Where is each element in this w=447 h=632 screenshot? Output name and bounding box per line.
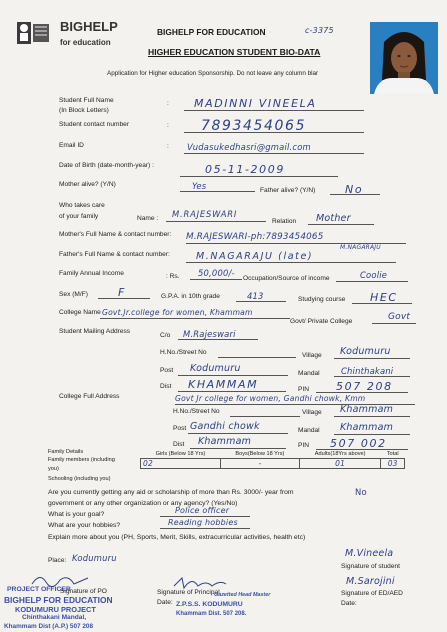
label-who-cares-1: Who takes care — [59, 202, 105, 209]
label-college-address: College Full Address — [59, 393, 120, 400]
value-college-pin: 507 002 — [330, 437, 387, 450]
value-village: Kodumuru — [340, 346, 391, 357]
line-contact — [184, 132, 364, 133]
value-email: Vudasukedhasri@gmail.com — [187, 142, 311, 152]
line-income — [190, 279, 242, 280]
portrait-image — [370, 22, 438, 94]
line-father-alive — [330, 194, 380, 195]
stamp-po-line-4: Chinthakani Mandal, — [22, 614, 87, 621]
line-hno — [218, 357, 296, 358]
line-mandal — [334, 376, 410, 377]
value-college-village: Khammam — [340, 404, 394, 415]
header-boys: Boys(Below 18 Yrs) — [235, 451, 285, 457]
cell-girls: 02 — [141, 459, 221, 469]
value-student-name: MADINNI VINEELA — [194, 97, 317, 110]
value-mandal: Chinthakani — [341, 366, 394, 376]
line-student-name — [184, 110, 364, 111]
value-college-name: Govt.Jr.college for women, Khammam — [102, 308, 253, 317]
label-income: Family Annual Income — [59, 270, 124, 277]
stamp-hm-line-2: Z.P.S.S. KODUMURU — [176, 601, 243, 608]
line-relation — [308, 224, 374, 225]
label-date-principal: Date: — [157, 599, 173, 606]
value-hobbies: Reading hobbies — [168, 518, 238, 527]
label-college-pin: PIN — [298, 442, 309, 449]
page-title: HIGHER EDUCATION STUDENT BIO-DATA — [148, 47, 321, 57]
header-total: Total — [386, 451, 399, 457]
label-dob: Date of Birth (date-month-year) : — [59, 162, 154, 169]
label-contact: Student contact number — [59, 121, 130, 128]
value-mother: M.RAJESWARI-ph:7893454065 — [186, 232, 324, 242]
line-dob — [180, 176, 338, 177]
logo-icon — [14, 18, 54, 48]
cell-total: 03 — [381, 459, 405, 469]
stamp-po-line-3: KODUMURU PROJECT — [15, 605, 96, 614]
label-explain: Explain more about you (PH, Sports, Merit, Skills, extracurricular activities, health etc) — [48, 534, 306, 541]
value-pin: 507 208 — [336, 380, 393, 393]
line-mother-alive — [180, 191, 255, 192]
label-aid-question-1: Are you currently getting any aid or scholarship of more than Rs. 3000/- year from — [48, 489, 294, 496]
value-dob: 05-11-2009 — [205, 163, 285, 176]
label-college-mandal: Mandal — [298, 427, 320, 434]
label-place: Place: — [48, 557, 67, 564]
value-course: HEC — [370, 291, 398, 304]
value-father-alive: No — [345, 183, 364, 196]
label-mother: Mother's Full Name & contact number: — [59, 231, 172, 238]
label-village: Village — [302, 352, 322, 359]
line-pin — [316, 392, 408, 393]
stamp-po-line-1: PROJECT OFFICER — [7, 586, 71, 593]
label-hobbies: What are your hobbies? — [48, 522, 121, 529]
line-email — [184, 153, 364, 154]
student-signature: M.Vineela — [345, 548, 394, 559]
line-college-post — [188, 433, 288, 434]
value-father: M.NAGARAJU (late) — [196, 251, 314, 262]
colon: : — [167, 100, 169, 107]
label-dist: Dist — [160, 383, 172, 390]
label-college-post: Post — [173, 425, 187, 432]
line-gpa — [236, 301, 286, 302]
colon: : — [167, 143, 169, 150]
family-table — [140, 450, 405, 469]
value-college-mandal: Khammam — [340, 422, 394, 433]
line-college-name — [100, 318, 290, 319]
label-family-members: Family members (including — [48, 457, 115, 463]
line-post — [178, 375, 288, 376]
stamp-hm-line-1: Gazetted Head Master — [214, 592, 271, 598]
value-sex: F — [118, 286, 126, 299]
line-occupation — [336, 281, 408, 282]
value-contact: 7893454065 — [201, 118, 307, 134]
label-rs: : Rs. — [166, 273, 180, 280]
line-sex — [98, 298, 150, 299]
label-father: Father's Full Name & contact number: — [59, 251, 170, 258]
line-co — [178, 339, 258, 340]
value-gpa: 413 — [247, 291, 264, 301]
line-goal — [160, 516, 250, 517]
value-place: Kodumuru — [72, 553, 117, 563]
line-course — [352, 303, 412, 304]
label-hno: H.No./Street No — [160, 349, 207, 356]
label-signature-ed: Signature of ED/AED — [341, 590, 403, 597]
stamp-hm-line-3: Khammam Dist. 507 208. — [176, 611, 247, 617]
value-income: 50,000/- — [198, 268, 235, 278]
value-father-top: M.NAGARAJU — [340, 244, 381, 251]
label-mandal: Mandal — [298, 370, 320, 377]
line-hobbies — [160, 528, 250, 529]
label-college-village: Village — [302, 409, 322, 416]
instruction-text: Application for Higher education Sponsorship. Do not leave any column blar — [107, 70, 319, 77]
value-college-address: Govt Jr college for women, Gandhi chowk, Kmm — [175, 394, 366, 403]
ed-signature: M.Sarojini — [346, 576, 395, 587]
line-college-village — [334, 416, 410, 417]
header-adults: Adults(18Yrs above) — [314, 451, 366, 457]
table-header-row — [141, 450, 405, 459]
label-you: you) — [48, 466, 59, 472]
line-father — [186, 262, 396, 263]
colon: : — [167, 122, 169, 129]
value-relation: Mother — [316, 213, 351, 224]
label-schooling: Schooling (including you) — [48, 476, 111, 482]
reference-number: c-3375 — [305, 26, 334, 35]
label-family-details: Family Details — [48, 449, 84, 455]
label-mother-alive: Mother alive? (Y/N) — [59, 181, 116, 188]
value-college-dist: Khammam — [198, 436, 252, 447]
header-girls: Girls (Below 18 Yrs) — [155, 451, 206, 457]
cell-adults: 01 — [299, 459, 380, 469]
table-row — [141, 459, 405, 469]
value-aid: No — [355, 487, 367, 497]
line-college-hno — [230, 416, 300, 417]
value-govt-private: Govt — [388, 312, 411, 322]
line-college-mandal — [334, 434, 410, 435]
label-relation: Relation — [272, 218, 297, 225]
stamp-po-line-5: Khammam Dist (A.P.) 507 208 — [4, 623, 94, 630]
label-course: Studying course — [298, 296, 346, 303]
line-guardian — [166, 221, 266, 222]
cell-boys: - — [220, 459, 299, 469]
line-govt-private — [372, 323, 416, 324]
label-govt-private: Govt/ Private College — [290, 318, 353, 325]
org-name: BIGHELP — [60, 19, 118, 34]
label-guardian-name: Name : — [137, 215, 159, 222]
label-college-dist: Dist — [173, 441, 185, 448]
label-pin: PIN — [298, 386, 309, 393]
label-goal: What is your goal? — [48, 511, 105, 518]
value-guardian: M.RAJESWARI — [172, 209, 238, 219]
label-aid-question-2: government or any other organization or any agency? (Yes/No) — [48, 500, 238, 507]
line-dist — [178, 391, 286, 392]
value-goal: Police officer — [175, 506, 230, 515]
label-post: Post — [160, 367, 174, 374]
label-co: C/o — [160, 332, 171, 339]
value-dist: KHAMMAM — [188, 378, 259, 391]
label-sex: Sex (M/F) — [59, 291, 88, 298]
stamp-po-line-2: BIGHELP FOR EDUCATION — [4, 595, 113, 605]
student-photo — [370, 22, 438, 94]
value-occupation: Coolie — [360, 270, 388, 280]
org-sub: for education — [60, 38, 111, 47]
label-occupation: Occupation/Source of income — [243, 275, 330, 282]
logo — [14, 18, 54, 48]
label-mailing: Student Mailing Address — [59, 328, 131, 335]
value-post: Kodumuru — [190, 363, 241, 374]
label-college-name: College Name — [59, 309, 101, 316]
value-college-post: Gandhi chowk — [190, 421, 260, 432]
line-college-dist — [190, 448, 286, 449]
label-who-cares-2: of your family — [59, 213, 99, 220]
label-block-letters: (In Block Letters) — [59, 107, 109, 114]
label-signature-principal: Signature of Principal — [157, 589, 220, 596]
line-village — [334, 358, 410, 359]
label-college-hno: H.No./Street No — [173, 408, 220, 415]
label-signature-po: Signature of PO — [60, 588, 107, 595]
label-email: Email ID — [59, 142, 84, 149]
header-org-line: BIGHELP FOR EDUCATION — [157, 27, 266, 37]
label-signature-student: Signature of student — [341, 563, 401, 570]
label-student-name: Student Full Name — [59, 97, 114, 104]
value-mother-alive: Yes — [192, 181, 207, 191]
label-father-alive: Father alive? (Y/N) — [260, 187, 316, 194]
label-date-ed: Date: — [341, 600, 357, 607]
value-co: M.Rajeswari — [183, 329, 236, 339]
label-gpa: G.P.A. in 10th grade — [161, 293, 220, 300]
